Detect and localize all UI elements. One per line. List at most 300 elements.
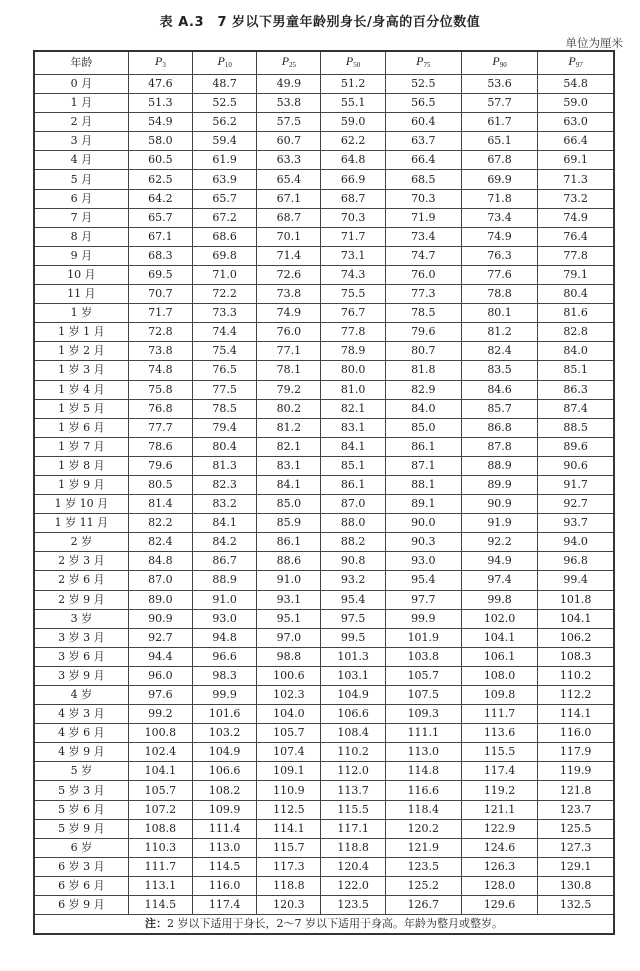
- value-cell: 65.1: [461, 132, 537, 151]
- value-cell: 61.7: [461, 113, 537, 132]
- value-cell: 84.8: [128, 552, 192, 571]
- value-cell: 128.0: [461, 876, 537, 895]
- value-cell: 85.0: [385, 418, 461, 437]
- age-cell: 5 岁 9 月: [34, 819, 128, 838]
- age-cell: 11 月: [34, 285, 128, 304]
- value-cell: 79.1: [538, 265, 614, 284]
- value-cell: 72.2: [193, 285, 257, 304]
- value-cell: 71.9: [385, 208, 461, 227]
- value-cell: 99.8: [461, 590, 537, 609]
- value-cell: 98.3: [193, 666, 257, 685]
- value-cell: 114.1: [538, 705, 614, 724]
- value-cell: 99.2: [128, 705, 192, 724]
- value-cell: 93.0: [193, 609, 257, 628]
- value-cell: 54.8: [538, 75, 614, 94]
- value-cell: 90.9: [128, 609, 192, 628]
- table-row: [34, 208, 614, 227]
- value-cell: 78.5: [193, 399, 257, 418]
- value-cell: 87.4: [538, 399, 614, 418]
- value-cell: 84.2: [193, 533, 257, 552]
- value-cell: 132.5: [538, 896, 614, 915]
- value-cell: 115.7: [257, 838, 321, 857]
- table-row: [34, 552, 614, 571]
- age-cell: 1 岁 10 月: [34, 495, 128, 514]
- age-cell: 5 岁 3 月: [34, 781, 128, 800]
- value-cell: 68.3: [128, 246, 192, 265]
- value-cell: 53.8: [257, 94, 321, 113]
- value-cell: 87.0: [128, 571, 192, 590]
- value-cell: 76.5: [193, 361, 257, 380]
- value-cell: 92.7: [128, 628, 192, 647]
- age-cell: 3 岁 3 月: [34, 628, 128, 647]
- value-cell: 113.0: [385, 743, 461, 762]
- value-cell: 54.9: [128, 113, 192, 132]
- table-row: [34, 170, 614, 189]
- value-cell: 121.1: [461, 800, 537, 819]
- value-cell: 88.2: [321, 533, 385, 552]
- value-cell: 95.4: [321, 590, 385, 609]
- age-cell: 6 岁 9 月: [34, 896, 128, 915]
- value-cell: 125.2: [385, 876, 461, 895]
- value-cell: 112.2: [538, 686, 614, 705]
- table-row: [34, 896, 614, 915]
- value-cell: 113.6: [461, 724, 537, 743]
- value-cell: 70.7: [128, 285, 192, 304]
- table-row: [34, 838, 614, 857]
- value-cell: 120.3: [257, 896, 321, 915]
- value-cell: 79.2: [257, 380, 321, 399]
- age-cell: 3 岁 6 月: [34, 647, 128, 666]
- value-cell: 96.8: [538, 552, 614, 571]
- value-cell: 70.3: [321, 208, 385, 227]
- value-cell: 77.3: [385, 285, 461, 304]
- value-cell: 123.7: [538, 800, 614, 819]
- value-cell: 55.1: [321, 94, 385, 113]
- value-cell: 97.6: [128, 686, 192, 705]
- value-cell: 73.4: [461, 208, 537, 227]
- table-header: [34, 51, 614, 75]
- value-cell: 65.4: [257, 170, 321, 189]
- value-cell: 78.6: [128, 437, 192, 456]
- value-cell: 109.1: [257, 762, 321, 781]
- value-cell: 88.5: [538, 418, 614, 437]
- value-cell: 103.8: [385, 647, 461, 666]
- value-cell: 119.9: [538, 762, 614, 781]
- value-cell: 78.5: [385, 304, 461, 323]
- value-cell: 74.4: [193, 323, 257, 342]
- value-cell: 86.3: [538, 380, 614, 399]
- value-cell: 121.8: [538, 781, 614, 800]
- value-cell: 118.4: [385, 800, 461, 819]
- table-row: [34, 265, 614, 284]
- value-cell: 86.1: [321, 475, 385, 494]
- value-cell: 116.0: [538, 724, 614, 743]
- value-cell: 49.9: [257, 75, 321, 94]
- value-cell: 68.7: [257, 208, 321, 227]
- value-cell: 83.5: [461, 361, 537, 380]
- age-cell: 6 岁: [34, 838, 128, 857]
- value-cell: 104.1: [461, 628, 537, 647]
- value-cell: 89.0: [128, 590, 192, 609]
- value-cell: 56.5: [385, 94, 461, 113]
- value-cell: 68.7: [321, 189, 385, 208]
- value-cell: 79.4: [193, 418, 257, 437]
- value-cell: 109.3: [385, 705, 461, 724]
- value-cell: 74.9: [461, 227, 537, 246]
- value-cell: 78.1: [257, 361, 321, 380]
- value-cell: 59.4: [193, 132, 257, 151]
- value-cell: 110.9: [257, 781, 321, 800]
- value-cell: 77.1: [257, 342, 321, 361]
- value-cell: 114.5: [193, 857, 257, 876]
- value-cell: 93.7: [538, 514, 614, 533]
- value-cell: 93.1: [257, 590, 321, 609]
- value-cell: 59.0: [538, 94, 614, 113]
- value-cell: 84.0: [385, 399, 461, 418]
- note-text: 2 岁以下适用于身长，2〜7 岁以下适用于身高。年龄为整月或整岁。: [167, 917, 503, 931]
- value-cell: 82.8: [538, 323, 614, 342]
- value-cell: 94.8: [193, 628, 257, 647]
- value-cell: 81.2: [257, 418, 321, 437]
- value-cell: 63.9: [193, 170, 257, 189]
- value-cell: 86.7: [193, 552, 257, 571]
- value-cell: 97.7: [385, 590, 461, 609]
- table-footer: [34, 915, 614, 935]
- value-cell: 79.6: [385, 323, 461, 342]
- value-cell: 109.9: [193, 800, 257, 819]
- value-cell: 117.4: [461, 762, 537, 781]
- value-cell: 129.6: [461, 896, 537, 915]
- value-cell: 82.1: [257, 437, 321, 456]
- value-cell: 69.9: [461, 170, 537, 189]
- value-cell: 85.1: [321, 456, 385, 475]
- age-cell: 4 岁: [34, 686, 128, 705]
- value-cell: 108.0: [461, 666, 537, 685]
- value-cell: 114.5: [128, 896, 192, 915]
- value-cell: 86.1: [385, 437, 461, 456]
- table-row: [34, 571, 614, 590]
- table-row: [34, 514, 614, 533]
- table-row: [34, 609, 614, 628]
- value-cell: 63.0: [538, 113, 614, 132]
- value-cell: 77.8: [321, 323, 385, 342]
- value-cell: 76.7: [321, 304, 385, 323]
- value-cell: 77.8: [538, 246, 614, 265]
- value-cell: 67.8: [461, 151, 537, 170]
- value-cell: 91.9: [461, 514, 537, 533]
- value-cell: 99.5: [321, 628, 385, 647]
- value-cell: 76.8: [128, 399, 192, 418]
- value-cell: 82.4: [128, 533, 192, 552]
- age-cell: 1 岁: [34, 304, 128, 323]
- value-cell: 120.2: [385, 819, 461, 838]
- age-cell: 2 月: [34, 113, 128, 132]
- value-cell: 91.0: [193, 590, 257, 609]
- table-row: [34, 705, 614, 724]
- table-row: [34, 399, 614, 418]
- value-cell: 108.8: [128, 819, 192, 838]
- column-header-p3: $P_3$: [128, 51, 192, 75]
- value-cell: 89.6: [538, 437, 614, 456]
- value-cell: 103.1: [321, 666, 385, 685]
- value-cell: 126.7: [385, 896, 461, 915]
- value-cell: 115.5: [321, 800, 385, 819]
- value-cell: 104.0: [257, 705, 321, 724]
- age-cell: 8 月: [34, 227, 128, 246]
- value-cell: 84.0: [538, 342, 614, 361]
- percentile-table: [33, 50, 615, 935]
- value-cell: 67.2: [193, 208, 257, 227]
- table-row: [34, 342, 614, 361]
- value-cell: 111.7: [128, 857, 192, 876]
- table-row: [34, 819, 614, 838]
- value-cell: 92.7: [538, 495, 614, 514]
- value-cell: 63.7: [385, 132, 461, 151]
- value-cell: 101.8: [538, 590, 614, 609]
- value-cell: 89.9: [461, 475, 537, 494]
- value-cell: 104.1: [128, 762, 192, 781]
- value-cell: 112.0: [321, 762, 385, 781]
- value-cell: 74.7: [385, 246, 461, 265]
- value-cell: 70.3: [385, 189, 461, 208]
- age-cell: 9 月: [34, 246, 128, 265]
- table-row: [34, 743, 614, 762]
- column-header-p10: $P_{10}$: [193, 51, 257, 75]
- table-row: [34, 781, 614, 800]
- value-cell: 90.3: [385, 533, 461, 552]
- value-cell: 80.0: [321, 361, 385, 380]
- value-cell: 76.4: [538, 227, 614, 246]
- value-cell: 88.1: [385, 475, 461, 494]
- value-cell: 90.8: [321, 552, 385, 571]
- age-cell: 3 月: [34, 132, 128, 151]
- value-cell: 82.2: [128, 514, 192, 533]
- value-cell: 61.9: [193, 151, 257, 170]
- value-cell: 82.4: [461, 342, 537, 361]
- value-cell: 94.0: [538, 533, 614, 552]
- value-cell: 90.0: [385, 514, 461, 533]
- value-cell: 113.0: [193, 838, 257, 857]
- value-cell: 116.6: [385, 781, 461, 800]
- value-cell: 108.4: [321, 724, 385, 743]
- value-cell: 77.7: [128, 418, 192, 437]
- value-cell: 125.5: [538, 819, 614, 838]
- value-cell: 97.4: [461, 571, 537, 590]
- table-note: [34, 915, 614, 935]
- table-row: [34, 227, 614, 246]
- value-cell: 65.7: [128, 208, 192, 227]
- value-cell: 123.5: [321, 896, 385, 915]
- age-cell: 4 岁 6 月: [34, 724, 128, 743]
- value-cell: 57.5: [257, 113, 321, 132]
- value-cell: 69.8: [193, 246, 257, 265]
- age-cell: 6 岁 6 月: [34, 876, 128, 895]
- value-cell: 106.2: [538, 628, 614, 647]
- value-cell: 86.8: [461, 418, 537, 437]
- value-cell: 74.8: [128, 361, 192, 380]
- age-cell: 1 岁 4 月: [34, 380, 128, 399]
- unit-label: 单位为厘米: [565, 36, 623, 50]
- age-cell: 6 岁 3 月: [34, 857, 128, 876]
- value-cell: 63.3: [257, 151, 321, 170]
- value-cell: 96.0: [128, 666, 192, 685]
- value-cell: 75.8: [128, 380, 192, 399]
- value-cell: 105.7: [385, 666, 461, 685]
- value-cell: 102.0: [461, 609, 537, 628]
- age-cell: 1 岁 8 月: [34, 456, 128, 475]
- value-cell: 117.3: [257, 857, 321, 876]
- table-title: 表 A.3 7 岁以下男童年龄别身长/身高的百分位数值: [159, 15, 481, 30]
- value-cell: 123.5: [385, 857, 461, 876]
- value-cell: 81.3: [193, 456, 257, 475]
- value-cell: 89.1: [385, 495, 461, 514]
- value-cell: 99.9: [193, 686, 257, 705]
- value-cell: 91.0: [257, 571, 321, 590]
- table-row: [34, 113, 614, 132]
- table-row: [34, 724, 614, 743]
- value-cell: 88.0: [321, 514, 385, 533]
- value-cell: 110.3: [128, 838, 192, 857]
- age-cell: 3 岁 9 月: [34, 666, 128, 685]
- value-cell: 106.1: [461, 647, 537, 666]
- value-cell: 122.9: [461, 819, 537, 838]
- value-cell: 88.6: [257, 552, 321, 571]
- value-cell: 102.3: [257, 686, 321, 705]
- table-row: [34, 437, 614, 456]
- value-cell: 73.8: [257, 285, 321, 304]
- value-cell: 116.0: [193, 876, 257, 895]
- value-cell: 115.5: [461, 743, 537, 762]
- value-cell: 117.9: [538, 743, 614, 762]
- table-row: [34, 666, 614, 685]
- value-cell: 76.0: [385, 265, 461, 284]
- value-cell: 107.4: [257, 743, 321, 762]
- table-row: [34, 189, 614, 208]
- table-row: [34, 323, 614, 342]
- value-cell: 114.1: [257, 819, 321, 838]
- value-cell: 101.6: [193, 705, 257, 724]
- value-cell: 73.1: [321, 246, 385, 265]
- value-cell: 80.2: [257, 399, 321, 418]
- table-row: [34, 628, 614, 647]
- value-cell: 126.3: [461, 857, 537, 876]
- value-cell: 60.7: [257, 132, 321, 151]
- value-cell: 91.7: [538, 475, 614, 494]
- value-cell: 72.8: [128, 323, 192, 342]
- value-cell: 57.7: [461, 94, 537, 113]
- age-cell: 2 岁 9 月: [34, 590, 128, 609]
- age-cell: 4 月: [34, 151, 128, 170]
- value-cell: 48.7: [193, 75, 257, 94]
- value-cell: 85.0: [257, 495, 321, 514]
- value-cell: 111.7: [461, 705, 537, 724]
- value-cell: 74.9: [257, 304, 321, 323]
- value-cell: 122.0: [321, 876, 385, 895]
- value-cell: 82.3: [193, 475, 257, 494]
- value-cell: 59.0: [321, 113, 385, 132]
- value-cell: 82.9: [385, 380, 461, 399]
- age-cell: 5 月: [34, 170, 128, 189]
- value-cell: 87.0: [321, 495, 385, 514]
- value-cell: 56.2: [193, 113, 257, 132]
- value-cell: 53.6: [461, 75, 537, 94]
- value-cell: 79.6: [128, 456, 192, 475]
- column-header-p90: $P_{90}$: [461, 51, 537, 75]
- value-cell: 100.6: [257, 666, 321, 685]
- value-cell: 66.4: [538, 132, 614, 151]
- value-cell: 80.4: [193, 437, 257, 456]
- value-cell: 127.3: [538, 838, 614, 857]
- value-cell: 72.6: [257, 265, 321, 284]
- value-cell: 94.9: [461, 552, 537, 571]
- value-cell: 97.5: [321, 609, 385, 628]
- value-cell: 51.2: [321, 75, 385, 94]
- value-cell: 119.2: [461, 781, 537, 800]
- value-cell: 77.6: [461, 265, 537, 284]
- value-cell: 93.0: [385, 552, 461, 571]
- value-cell: 78.8: [461, 285, 537, 304]
- age-cell: 7 月: [34, 208, 128, 227]
- value-cell: 100.8: [128, 724, 192, 743]
- value-cell: 60.4: [385, 113, 461, 132]
- value-cell: 71.8: [461, 189, 537, 208]
- value-cell: 96.6: [193, 647, 257, 666]
- table-row: [34, 380, 614, 399]
- value-cell: 80.1: [461, 304, 537, 323]
- value-cell: 73.8: [128, 342, 192, 361]
- value-cell: 95.1: [257, 609, 321, 628]
- age-cell: 2 岁 6 月: [34, 571, 128, 590]
- age-cell: 1 岁 3 月: [34, 361, 128, 380]
- age-cell: 1 岁 11 月: [34, 514, 128, 533]
- age-cell: 1 岁 5 月: [34, 399, 128, 418]
- value-cell: 114.8: [385, 762, 461, 781]
- value-cell: 62.5: [128, 170, 192, 189]
- table-row: [34, 418, 614, 437]
- value-cell: 71.7: [128, 304, 192, 323]
- age-cell: 3 岁: [34, 609, 128, 628]
- table-body: [34, 75, 614, 915]
- table-row: [34, 361, 614, 380]
- age-cell: 1 岁 7 月: [34, 437, 128, 456]
- value-cell: 117.4: [193, 896, 257, 915]
- table-row: [34, 132, 614, 151]
- value-cell: 60.5: [128, 151, 192, 170]
- value-cell: 73.2: [538, 189, 614, 208]
- value-cell: 71.0: [193, 265, 257, 284]
- age-cell: 1 岁 6 月: [34, 418, 128, 437]
- value-cell: 97.0: [257, 628, 321, 647]
- value-cell: 98.8: [257, 647, 321, 666]
- value-cell: 84.1: [193, 514, 257, 533]
- value-cell: 67.1: [128, 227, 192, 246]
- value-cell: 51.3: [128, 94, 192, 113]
- column-header-p75: $P_{75}$: [385, 51, 461, 75]
- value-cell: 84.1: [321, 437, 385, 456]
- table-row: [34, 857, 614, 876]
- value-cell: 66.4: [385, 151, 461, 170]
- table-row: [34, 647, 614, 666]
- value-cell: 88.9: [461, 456, 537, 475]
- value-cell: 73.3: [193, 304, 257, 323]
- value-cell: 74.3: [321, 265, 385, 284]
- age-cell: 1 岁 2 月: [34, 342, 128, 361]
- value-cell: 120.4: [321, 857, 385, 876]
- table-row: [34, 590, 614, 609]
- value-cell: 64.2: [128, 189, 192, 208]
- value-cell: 66.9: [321, 170, 385, 189]
- value-cell: 68.6: [193, 227, 257, 246]
